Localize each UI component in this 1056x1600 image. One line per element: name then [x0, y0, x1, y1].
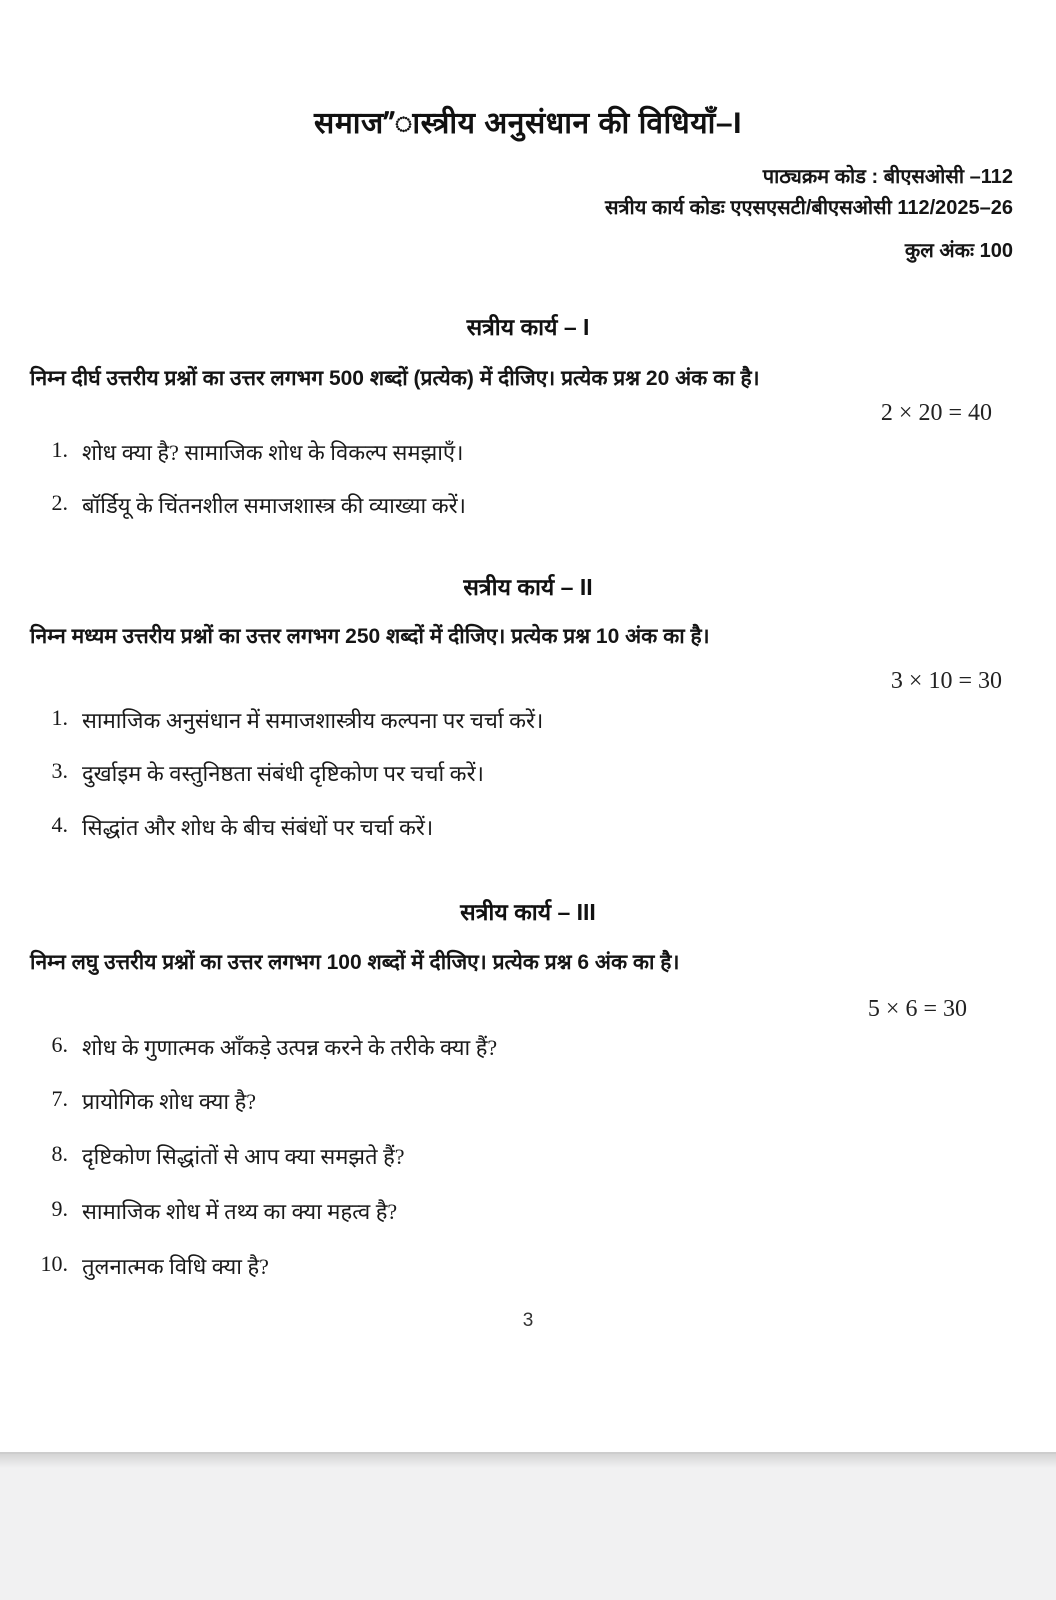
page-edge-shadow	[0, 1454, 1056, 1468]
section-3-heading: सत्रीय कार्य – III	[460, 899, 596, 925]
question-number: 6.	[51, 1032, 68, 1057]
section-1-marks-formula: 2 × 20 = 40	[880, 400, 992, 426]
question-row	[0, 437, 996, 467]
question-number: 9.	[51, 1196, 68, 1221]
question-number: 3.	[51, 758, 68, 783]
section-1-heading: सत्रीय कार्य – I	[466, 314, 590, 340]
assignment-code-line: सत्रीय कार्य कोडः एएसएसटी/बीएसओसी 112/2025–26	[604, 197, 1013, 219]
question-number: 1.	[51, 437, 68, 462]
question-row	[0, 1086, 996, 1116]
total-marks: कुल अंकः 100	[904, 240, 1013, 262]
course-code-line: पाठ्यक्रम कोड : बीएसओसी –112	[762, 166, 1013, 188]
question-number: 8.	[51, 1141, 68, 1166]
question-number: 7.	[51, 1086, 68, 1111]
page-bottom-background	[0, 1452, 1056, 1600]
question-number: 10.	[40, 1251, 68, 1276]
question-row	[0, 490, 996, 520]
question-number: 2.	[51, 490, 68, 515]
question-text: सिद्धांत और शोध के बीच संबंधों पर चर्चा करें।	[82, 815, 434, 840]
section-1-instruction: निम्न दीर्घ उत्तरीय प्रश्नों का उत्तर लगभग 500 शब्दों (प्रत्येक) में दीजिए। प्रत्येक प्रश्न 20 अंक का है।	[30, 367, 760, 390]
section-2-heading: सत्रीय कार्य – II	[463, 574, 593, 600]
question-text: सामाजिक अनुसंधान में समाजशास्त्रीय कल्पना पर चर्चा करें।	[82, 708, 544, 733]
section-3-instruction: निम्न लघु उत्तरीय प्रश्नों का उत्तर लगभग 100 शब्दों में दीजिए। प्रत्येक प्रश्न 6 अंक का है।	[30, 951, 680, 974]
question-text: दृष्टिकोण सिद्धांतों से आप क्या समझते हैं?	[82, 1144, 405, 1169]
question-row	[0, 705, 996, 735]
question-text: प्रायोगिक शोध क्या है?	[82, 1089, 257, 1114]
question-row	[0, 1251, 996, 1281]
section-3-marks-formula: 5 × 6 = 30	[867, 996, 967, 1022]
question-text: तुलनात्मक विधि क्या है?	[82, 1254, 269, 1279]
question-row	[0, 1141, 996, 1171]
question-text: शोध क्या है? सामाजिक शोध के विकल्प समझाएँ।	[82, 440, 464, 465]
question-row	[0, 1196, 996, 1226]
question-row	[0, 1032, 996, 1062]
question-number: 1.	[51, 705, 68, 730]
page-number: 3	[522, 1310, 534, 1331]
section-2-marks-formula: 3 × 10 = 30	[890, 668, 1002, 694]
question-row	[0, 812, 996, 842]
question-text: शोध के गुणात्मक आँकड़े उत्पन्न करने के तरीके क्या हैं?	[82, 1035, 498, 1060]
course-codes	[605, 162, 1013, 224]
question-row	[0, 758, 996, 788]
document-title: समाज”ास्त्रीय अनुसंधान की विधियाँ–I	[314, 107, 742, 140]
question-number: 4.	[51, 812, 68, 837]
question-text: दुर्खाइम के वस्तुनिष्ठता संबंधी दृष्टिकोण पर चर्चा करें।	[82, 761, 484, 786]
section-2-instruction: निम्न मध्यम उत्तरीय प्रश्नों का उत्तर लगभग 250 शब्दों में दीजिए। प्रत्येक प्रश्न 10 अंक का है।	[30, 625, 710, 648]
question-text: बॉर्डियू के चिंतनशील समाजशास्त्र की व्याख्या करें।	[82, 493, 466, 518]
question-text: सामाजिक शोध में तथ्य का क्या महत्व है?	[82, 1199, 398, 1224]
